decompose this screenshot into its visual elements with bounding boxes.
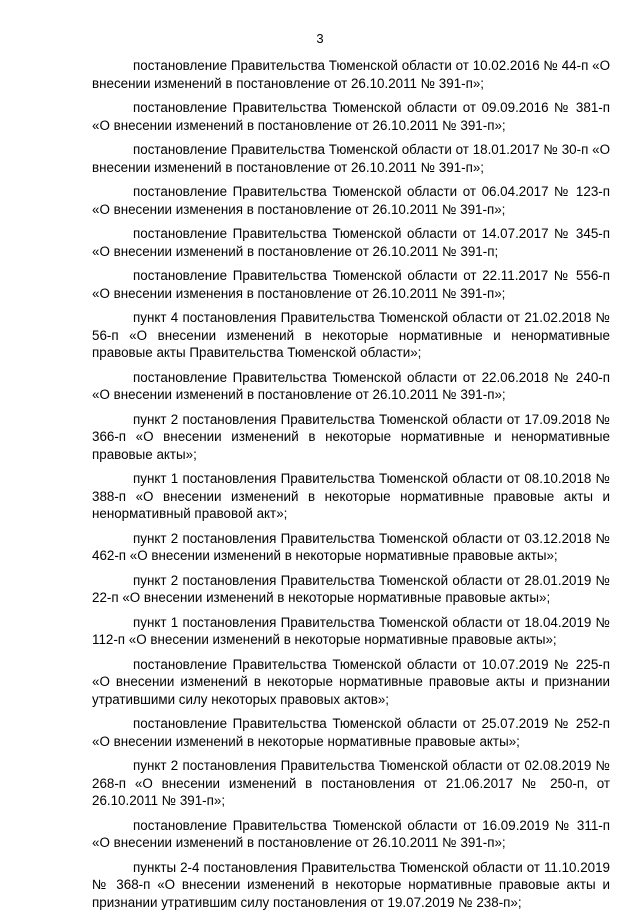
list-item: пункт 2 постановления Правительства Тюменской области от 02.08.2019 № 268-п «О внесении изменений в постановления от 21.06.2017 № 250-п, от 26.10.2011 № 391-п»; [92, 758, 610, 808]
list-item: постановление Правительства Тюменской области от 10.07.2019 № 225-п «О внесении изменений в некоторые нормативные правовые акты и признании утратившими силу некоторых правовых актов»; [92, 656, 610, 707]
list-item: постановление Правительства Тюменской области от 10.02.2016 № 44-п «О внесении изменений в постановление от 26.10.2011 № 391-п»; [92, 58, 610, 91]
page-number: 3 [316, 31, 324, 46]
list-item: пункты 2-4 постановления Правительства Тюменской области от 11.10.2019 № 368-п «О внесении изменений в некоторые нормативные правовые акты и признании утратившим силу постановления от 19.07.2019 № 238-п»; [92, 859, 610, 910]
list-item: постановление Правительства Тюменской области от 18.01.2017 № 30-п «О внесении изменений в постановление от 26.10.2011 № 391-п»; [92, 142, 610, 175]
list-item: постановление Правительства Тюменской области от 09.09.2016 № 381-п «О внесении изменений в постановление от 26.10.2011 № 391-п»; [92, 100, 610, 133]
list-item: пункт 1 постановления Правительства Тюменской области от 18.04.2019 № 112-п «О внесении изменений в некоторые нормативные правовые акты»; [92, 614, 610, 647]
list-item: постановление Правительства Тюменской области от 16.09.2019 № 311-п «О внесении изменений в постановление от 26.10.2011 № 391-п»; [92, 817, 610, 850]
list-item: пункт 4 постановления Правительства Тюменской области от 21.02.2018 № 56-п «О внесении изменений в некоторые нормативные и ненормативные правовые акты Правительства Тюменской области»; [92, 310, 610, 360]
list-item: постановление Правительства Тюменской области от 25.07.2019 № 252-п «О внесении изменений в некоторые нормативные правовые акты»; [92, 716, 610, 749]
list-item: постановление Правительства Тюменской области от 14.07.2017 № 345-п «О внесении изменений в постановление от 26.10.2011 № 391-п; [92, 226, 610, 259]
list-item: пункт 2 постановления Правительства Тюменской области от 03.12.2018 № 462-п «О внесении изменений в некоторые нормативные правовые акты»; [92, 530, 610, 563]
list-item: постановление Правительства Тюменской области от 22.06.2018 № 240-п «О внесении изменений в постановление от 26.10.2011 № 391-п»; [92, 369, 610, 402]
document-body [92, 57, 610, 918]
list-item: постановление Правительства Тюменской области от 22.11.2017 № 556-п «О внесении изменения в постановление от 26.10.2011 № 391-п»; [92, 268, 610, 301]
list-item: постановление Правительства Тюменской области от 06.04.2017 № 123-п «О внесении изменения в постановление от 26.10.2011 № 391-п»; [92, 184, 610, 217]
list-item: пункт 2 постановления Правительства Тюменской области от 17.09.2018 № 366-п «О внесении изменений в некоторые нормативные и ненормативные правовые акты»; [92, 411, 610, 462]
list-item: пункт 2 постановления Правительства Тюменской области от 28.01.2019 № 22-п «О внесении изменений в некоторые нормативные правовые акты»; [92, 572, 610, 605]
list-item: пункт 1 постановления Правительства Тюменской области от 08.10.2018 № 388-п «О внесении изменений в некоторые нормативные правовые акты и ненормативный правовой акт»; [92, 471, 610, 521]
